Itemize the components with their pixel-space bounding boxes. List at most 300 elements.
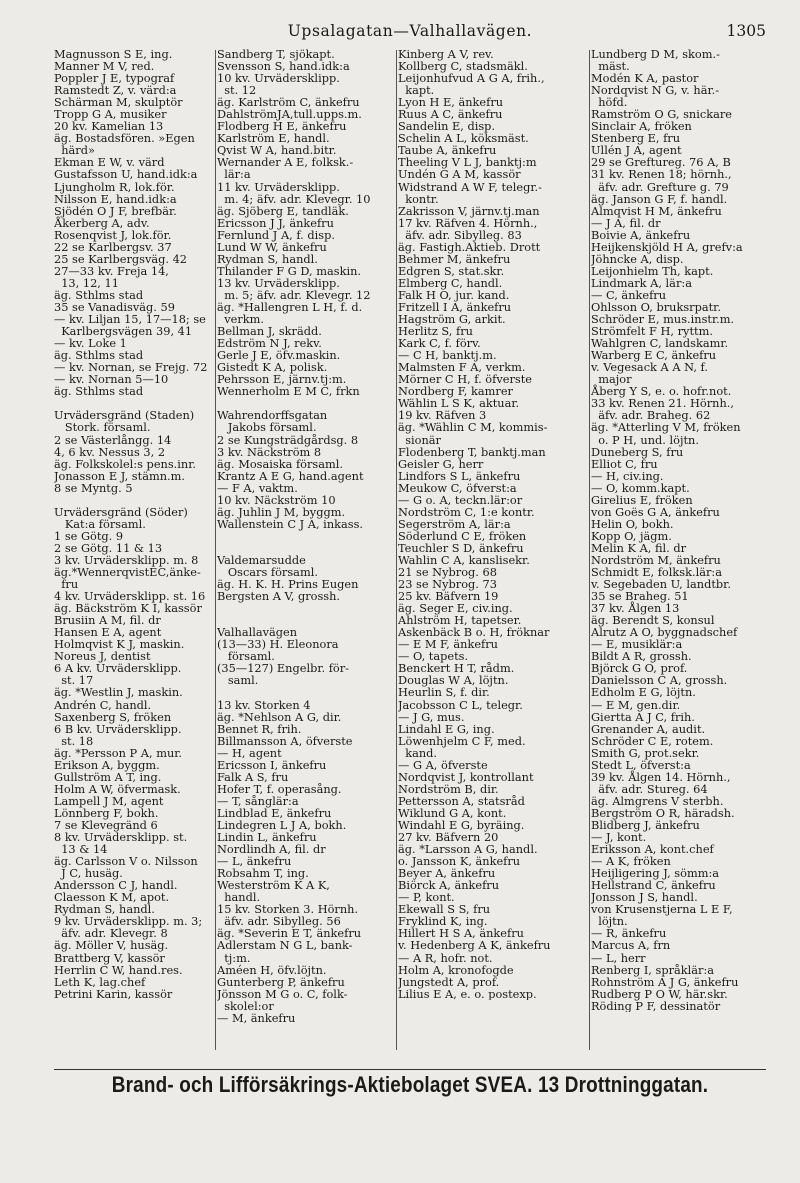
directory-entry: 25 kv. Bäfvern 19 bbox=[398, 589, 499, 604]
directory-entry: — E, musiklär:a bbox=[591, 637, 683, 652]
directory-entry: Jöhncke A, disp. bbox=[591, 251, 684, 266]
page-header bbox=[54, 20, 766, 46]
directory-entry: (13—33) H. Eleonora bbox=[217, 637, 339, 652]
directory-entry: DahlströmJA,tull.upps.m. bbox=[217, 107, 362, 122]
directory-entry: äg. Sjöberg E, tandläk. bbox=[217, 203, 349, 218]
directory-entry: 17 kv. Räfven 4. Hörnh., bbox=[398, 215, 538, 230]
directory-entry: Giertta A J C, frih. bbox=[591, 709, 695, 724]
directory-entry: äg. Möller V, husäg. bbox=[54, 938, 169, 953]
directory-entry: (35—127) Engelbr. för- bbox=[217, 661, 350, 676]
directory-entry: Erikson A, byggm. bbox=[54, 757, 160, 772]
directory-entry: Elmberg C, handl. bbox=[398, 275, 503, 290]
directory-entry: Rosenqvist J, lok.för. bbox=[54, 227, 172, 242]
directory-entry: Douglas W A, löjtn. bbox=[398, 673, 509, 688]
directory-entry: Danielsson C A, grossh. bbox=[591, 673, 728, 688]
directory-entry: — kv. Nornan, se Frejg. 72 bbox=[54, 360, 208, 375]
directory-entry: Gullström A T, ing. bbox=[54, 769, 162, 784]
directory-entry: Jacobsson C L, telegr. bbox=[398, 697, 523, 712]
directory-entry: Duneberg S, fru bbox=[591, 444, 684, 459]
directory-entry: Modén K A, pastor bbox=[591, 71, 699, 86]
directory-entry: Leijonhielm Th, kapt. bbox=[591, 263, 714, 278]
directory-entry: Åberg Y S, e. o. hofr.not. bbox=[591, 384, 732, 399]
directory-entry: Lund W W, änkefru bbox=[217, 239, 327, 254]
directory-entry: — L, änkefru bbox=[217, 854, 292, 869]
directory-entry: Röding P F, dessinatör bbox=[591, 998, 721, 1012]
directory-entry: skolel:or bbox=[217, 998, 274, 1013]
directory-entry: Jakobs församl. bbox=[217, 420, 317, 435]
directory-entry: v. Vegesack A A N, f. bbox=[591, 360, 708, 375]
directory-entry: församl. bbox=[217, 649, 275, 664]
directory-entry: Alrutz A O, byggnadschef bbox=[591, 625, 738, 640]
directory-entry: äg. *Severin E T, änkefru bbox=[217, 926, 362, 941]
directory-entry bbox=[54, 494, 214, 506]
directory-entry: — A R, hofr. not. bbox=[398, 950, 493, 965]
directory-entry: Gustafsson U, hand.idk:a bbox=[54, 167, 198, 182]
directory-entry: äg. Carlsson V o. Nilsson bbox=[54, 854, 198, 869]
directory-entry: Hellstrand C, änkefru bbox=[591, 878, 716, 893]
directory-entry: äg. Juhlin J M, byggm. bbox=[217, 504, 346, 519]
directory-entry: 13 kv. Urvädersklipp. bbox=[217, 275, 340, 290]
directory-entry: Fernlund J A, f. disp. bbox=[217, 227, 335, 242]
directory-entry bbox=[217, 602, 395, 614]
directory-entry: o. Jansson K, änkefru bbox=[398, 854, 521, 869]
directory-entry: Adlerstam N G L, bank- bbox=[217, 938, 353, 953]
directory-entry: Ullén J A, agent bbox=[591, 143, 682, 158]
directory-entry: äg. Bostadsfören. »Egen bbox=[54, 131, 195, 146]
directory-entry: äg. *Larsson A G, handl. bbox=[398, 842, 538, 857]
directory-entry: Urvädersgränd (Söder) bbox=[54, 504, 188, 519]
directory-entry: Lyon H E, änkefru bbox=[398, 95, 504, 110]
directory-entry: 4 kv. Urvädersklipp. st. 16 bbox=[54, 589, 206, 604]
directory-entry bbox=[217, 530, 395, 542]
directory-entry: Lindahl E G, ing. bbox=[398, 721, 495, 736]
directory-entry: Ramström O G, snickare bbox=[591, 107, 732, 122]
directory-entry: 7 se Klevegränd 6 bbox=[54, 818, 158, 832]
directory-entry: Kollberg C, stadsmäkl. bbox=[398, 59, 528, 74]
directory-entry: Ericsson I, änkefru bbox=[217, 757, 327, 772]
directory-entry: Nordström C, 1:e kontr. bbox=[398, 504, 535, 519]
directory-entry: Lindmark A, lär:a bbox=[591, 275, 692, 290]
directory-entry: Zakrisson V, järnv.tj.man bbox=[398, 203, 540, 218]
directory-entry: äg. *Nehlson A G, dir. bbox=[217, 709, 342, 724]
directory-entry: Claesson K M, apot. bbox=[54, 890, 170, 905]
directory-entry: Nordqvist J, kontrollant bbox=[398, 769, 534, 784]
directory-entry: 13 & 14 bbox=[54, 842, 108, 857]
directory-entry: Elliot C, fru bbox=[591, 456, 658, 471]
directory-entry: äg. Seger E, civ.ing. bbox=[398, 601, 513, 616]
directory-entry bbox=[217, 686, 395, 698]
directory-entry: 33 kv. Renen 21. Hörnh., bbox=[591, 396, 734, 411]
directory-entry: Beyer A, änkefru bbox=[398, 866, 496, 881]
directory-entry: Ekman E W, v. värd bbox=[54, 155, 165, 170]
directory-entry: Almqvist H M, änkefru bbox=[591, 203, 722, 218]
directory-entry: von Goës G A, änkefru bbox=[591, 504, 720, 519]
directory-entry: äg. Berendt S, konsul bbox=[591, 613, 715, 628]
directory-entry: äfv. adr. Stureg. 64 bbox=[591, 781, 708, 796]
directory-entry: Strömfelt F H, ryttm. bbox=[591, 324, 713, 339]
directory-entry: Nordqvist N G, v. här.- bbox=[591, 83, 720, 98]
directory-entry: Åkerberg A, adv. bbox=[54, 215, 150, 230]
directory-entry: Edholm E G, löjtn. bbox=[591, 685, 696, 700]
directory-entry: Falk H O, jur. kand. bbox=[398, 287, 510, 302]
directory-entry: Warberg E C, änkefru bbox=[591, 348, 717, 363]
column-divider bbox=[215, 50, 216, 1050]
directory-entry: Flodberg H E, änkefru bbox=[217, 119, 347, 134]
directory-entry: Heijkenskjöld H A, grefv:a bbox=[591, 239, 743, 254]
directory-entry: Fritzell I A, änkefru bbox=[398, 299, 512, 314]
directory-entry: Wahlin C A, kanslisekr. bbox=[398, 552, 530, 567]
directory-entry: 15 kv. Storken 3. Hörnh. bbox=[217, 902, 359, 917]
directory-entry: m. 4; äfv. adr. Klevegr. 10 bbox=[217, 191, 371, 206]
directory-entry: kontr. bbox=[398, 191, 439, 206]
directory-entry: — J A, fil. dr bbox=[591, 215, 661, 230]
directory-entry: Askenbäck B o. H, fröknar bbox=[398, 625, 550, 640]
directory-entry: — G o. A, teckn.lär:or bbox=[398, 492, 523, 507]
directory-entry: Pehrsson E, järnv.tj:m. bbox=[217, 372, 347, 387]
directory-entry: Ericsson J J, änkefru bbox=[217, 215, 334, 230]
directory-entry: 8 kv. Urvädersklipp. st. bbox=[54, 830, 188, 845]
directory-entry: Marcus A, frn bbox=[591, 938, 671, 953]
directory-entry: Hansen E A, agent bbox=[54, 625, 162, 640]
page-title: Upsalagatan—Valhallavägen. bbox=[287, 22, 533, 40]
directory-entry: Ruus A C, änkefru bbox=[398, 107, 503, 122]
directory-entry: äg. Folkskolel:s pens.inr. bbox=[54, 456, 196, 471]
directory-entry: Améen H, öfv.löjtn. bbox=[217, 962, 327, 977]
directory-entry: v. Segebaden U, landtbr. bbox=[591, 577, 731, 592]
directory-entry: Jönsson M G o. C, folk- bbox=[217, 986, 348, 1001]
directory-entry: Wahrendorffsgatan bbox=[217, 408, 328, 423]
directory-entry: Ekewall S S, fru bbox=[398, 902, 491, 917]
directory-entry: äg.*WennerqvistEC,änke- bbox=[54, 565, 201, 580]
directory-entry: Brattberg V, kassör bbox=[54, 950, 165, 965]
directory-entry: 27 kv. Bäfvern 20 bbox=[398, 830, 499, 845]
directory-entry: Renberg I, språklär:a bbox=[591, 962, 715, 977]
directory-entry: äg. Janson G F, f. handl. bbox=[591, 191, 728, 206]
directory-entry: Ohlsson O, bruksrpatr. bbox=[591, 299, 721, 314]
directory-entry: Kat:a församl. bbox=[54, 516, 146, 531]
directory-entry: — M, änkefru bbox=[217, 1010, 296, 1024]
directory-entry: Sinclair A, fröken bbox=[591, 119, 692, 134]
directory-entry: Herlitz S, fru bbox=[398, 324, 473, 339]
directory-entry: Meukow C, öfverst:a bbox=[398, 480, 517, 495]
directory-entry: Poppler J E, typograf bbox=[54, 71, 175, 86]
directory-entry: äg. Sthlms stad bbox=[54, 384, 144, 399]
directory-entry: 21 se Nybrog. 68 bbox=[398, 565, 497, 580]
directory-entry: kand. bbox=[398, 745, 438, 760]
directory-entry: Holm A W, öfvermask. bbox=[54, 781, 181, 796]
directory-entry: Herrlin C W, hand.res. bbox=[54, 962, 183, 977]
directory-entry: Petrini Karin, kassör bbox=[54, 986, 173, 1000]
directory-entry: Svensson S, hand.idk:a bbox=[217, 59, 350, 74]
advertisement-text: Brand- och Lifförsäkrings-Aktiebolaget SVEA. 13 Drottninggatan. bbox=[111, 1072, 709, 1097]
directory-entry: Girelius E, fröken bbox=[591, 492, 693, 507]
directory-entry: Jungstedt A, prof. bbox=[398, 974, 500, 989]
directory-entry: 23 se Nybrog. 73 bbox=[398, 577, 497, 592]
directory-entry: — H, agent bbox=[217, 745, 282, 760]
directory-entry: — C, änkefru bbox=[591, 287, 667, 302]
directory-entry: Lilius E A, e. o. postexp. bbox=[398, 986, 537, 1000]
directory-entry: Boivie A, änkefru bbox=[591, 227, 691, 242]
directory-entry: handl. bbox=[217, 890, 261, 905]
directory-entry: st. 17 bbox=[54, 673, 94, 688]
directory-entry: 37 kv. Ålgen 13 bbox=[591, 601, 680, 616]
column-divider bbox=[589, 50, 590, 1050]
directory-entry: Widstrand A W F, telegr.- bbox=[398, 179, 542, 194]
directory-entry: 10 kv. Näckström 10 bbox=[217, 492, 336, 507]
directory-entry: 20 kv. Kamelian 13 bbox=[54, 119, 164, 134]
directory-entry: Brusiin A M, fil. dr bbox=[54, 613, 161, 628]
directory-entry: Jonasson E J, stämn.m. bbox=[54, 468, 185, 483]
directory-entry: Hofer T, f. operasång. bbox=[217, 781, 342, 796]
directory-entry: Jonsson J S, handl. bbox=[591, 890, 698, 905]
directory-entry: major bbox=[591, 372, 632, 387]
directory-entry: Löwenhjelm C F, med. bbox=[398, 733, 526, 748]
directory-entry: Wallenstein C J A, inkass. bbox=[217, 516, 364, 531]
directory-entry: Oscars församl. bbox=[217, 565, 318, 580]
directory-entry: Windahl E G, byräing. bbox=[398, 818, 525, 832]
directory-entry: Bildt A R, grossh. bbox=[591, 649, 692, 664]
directory-entry: o. P H, und. löjtn. bbox=[591, 432, 699, 447]
directory-entry: Smith G, prot.sekr. bbox=[591, 745, 700, 760]
directory-entry: kapt. bbox=[398, 83, 435, 98]
directory-entry: Kopp O, jägm. bbox=[591, 528, 672, 543]
directory-entry: Wennerholm E M C, frkn bbox=[217, 384, 360, 399]
directory-entry: Lundberg D M, skom.- bbox=[591, 48, 720, 61]
directory-entry: Noreus J, dentist bbox=[54, 649, 151, 664]
directory-entry: Teuchler S D, änkefru bbox=[398, 540, 524, 555]
directory-entry: lär:a bbox=[217, 167, 251, 182]
directory-entry: Kark C, f. förv. bbox=[398, 336, 481, 351]
directory-entry: äfv. adr. Klevegr. 8 bbox=[54, 926, 168, 941]
directory-entry: Mörner C H, f. öfverste bbox=[398, 372, 532, 387]
directory-entry: Söderlund C E, fröken bbox=[398, 528, 527, 543]
directory-entry: 13, 12, 11 bbox=[54, 275, 119, 290]
directory-entry: Falk A S, fru bbox=[217, 769, 289, 784]
directory-entry: Hagström G, arkit. bbox=[398, 312, 506, 327]
directory-entry: Björck G O, prof. bbox=[591, 661, 688, 676]
directory-entry: Nilsson E, hand.idk:a bbox=[54, 191, 177, 206]
directory-entry: J C, husäg. bbox=[54, 866, 123, 881]
directory-columns bbox=[54, 48, 771, 1068]
directory-entry: Sjödén O J F, brefbär. bbox=[54, 203, 177, 218]
directory-entry: äfv. adr. Braheg. 62 bbox=[591, 408, 711, 423]
directory-entry: mäst. bbox=[591, 59, 630, 74]
directory-entry: Tropp G A, musiker bbox=[54, 107, 167, 122]
directory-entry: Schmidt E, folksk.lär:a bbox=[591, 565, 722, 580]
directory-entry: Schröder C E, rotem. bbox=[591, 733, 714, 748]
directory-entry: — kv. Nornan 5—10 bbox=[54, 372, 169, 387]
directory-entry: v. Hedenberg A K, änkefru bbox=[398, 938, 551, 953]
directory-entry: äg. *Wählin C M, kommis- bbox=[398, 420, 548, 435]
directory-entry: — T, sånglär:a bbox=[217, 793, 299, 808]
directory-entry: 35 se Braheg. 51 bbox=[591, 589, 689, 604]
directory-entry: härd» bbox=[54, 143, 95, 158]
directory-entry: Lönnberg F, bokh. bbox=[54, 805, 159, 820]
directory-entry: — C H, banktj.m. bbox=[398, 348, 497, 363]
directory-entry: Segerström A, lär:a bbox=[398, 516, 511, 531]
directory-entry: st. 12 bbox=[217, 83, 257, 98]
directory-entry: Wernander A E, folksk.- bbox=[217, 155, 354, 170]
directory-entry: Leth K, lag.chef bbox=[54, 974, 146, 989]
directory-entry: Theeling V L J, banktj:m bbox=[398, 155, 537, 170]
directory-entry: äg. *Westlin J, maskin. bbox=[54, 685, 183, 700]
directory-entry: Ljungholm R, lok.för. bbox=[54, 179, 175, 194]
directory-entry: höfd. bbox=[591, 95, 628, 110]
directory-entry: — A K, fröken bbox=[591, 854, 671, 869]
directory-entry: Wiklund G A, kont. bbox=[398, 805, 507, 820]
directory-entry: Sandberg T, sjökapt. bbox=[217, 48, 335, 61]
directory-entry: Stork. församl. bbox=[54, 420, 151, 435]
directory-entry: — O, tapets. bbox=[398, 649, 469, 664]
directory-entry: äg. Sthlms stad bbox=[54, 348, 144, 363]
directory-entry: 1 se Götg. 9 bbox=[54, 528, 124, 543]
directory-entry: Urvädersgränd (Staden) bbox=[54, 408, 195, 423]
directory-entry: äg. Fastigh.Aktieb. Drott bbox=[398, 239, 541, 254]
directory-entry: Malmsten F A, verkm. bbox=[398, 360, 526, 375]
directory-entry: Magnusson S E, ing. bbox=[54, 48, 173, 61]
directory-entry: — P, kont. bbox=[398, 890, 455, 905]
directory-entry: st. 18 bbox=[54, 733, 94, 748]
directory-entry: Rydman S, handl. bbox=[217, 251, 318, 266]
directory-entry: äfv. adr. Sibylleg. 83 bbox=[398, 227, 522, 242]
directory-entry: — E M, gen.dir. bbox=[591, 697, 681, 712]
column-4 bbox=[591, 48, 773, 1012]
directory-entry: saml. bbox=[217, 673, 259, 688]
directory-entry: 29 se Greftureg. 76 A, B bbox=[591, 155, 731, 170]
directory-entry: Bergsten A V, grossh. bbox=[217, 589, 341, 604]
directory-entry: Schärman M, skulptör bbox=[54, 95, 183, 110]
directory-entry: Hillert H S A, änkefru bbox=[398, 926, 524, 941]
directory-entry: fru bbox=[54, 577, 79, 592]
directory-entry: tj:m. bbox=[217, 950, 251, 965]
directory-entry: Bergström O R, häradsh. bbox=[591, 805, 735, 820]
directory-entry: äg. Mosaiska församl. bbox=[217, 456, 343, 471]
directory-entry: 3 kv. Näckström 8 bbox=[217, 444, 322, 459]
directory-entry: — kv. Loke 1 bbox=[54, 336, 127, 351]
directory-entry: Geisler G, herr bbox=[398, 456, 484, 471]
directory-entry: Gistedt K A, polisk. bbox=[217, 360, 328, 375]
directory-entry: Heijligering J, sömm:a bbox=[591, 866, 720, 881]
directory-entry: sionär bbox=[398, 432, 441, 447]
directory-entry: Bennet R, frih. bbox=[217, 721, 302, 736]
directory-entry: Lindin L, änkefru bbox=[217, 830, 317, 845]
directory-entry: äfv. adr. Sibylleg. 56 bbox=[217, 914, 341, 929]
directory-entry: Holmqvist K J, maskin. bbox=[54, 637, 185, 652]
directory-entry: Kinberg A V, rev. bbox=[398, 48, 494, 61]
directory-entry: 10 kv. Urvädersklipp. bbox=[217, 71, 340, 86]
directory-entry: löjtn. bbox=[591, 914, 628, 929]
directory-entry: Krantz A E G, hand.agent bbox=[217, 468, 364, 483]
directory-entry: Rudberg P O W, här.skr. bbox=[591, 986, 728, 1001]
directory-entry: Leijonhufvud A G A, frih., bbox=[398, 71, 545, 86]
directory-entry: Edström N J, rekv. bbox=[217, 336, 322, 351]
column-divider bbox=[396, 50, 397, 1050]
directory-entry: Saxenberg S, fröken bbox=[54, 709, 172, 724]
directory-entry: Flodenberg T, banktj.man bbox=[398, 444, 546, 459]
directory-entry: Biörck A, änkefru bbox=[398, 878, 500, 893]
directory-entry: äg. Karlström C, änkefru bbox=[217, 95, 360, 110]
directory-entry: 19 kv. Räfven 3 bbox=[398, 408, 487, 423]
directory-entry: Andersson C J, handl. bbox=[54, 878, 178, 893]
directory-entry: Behmer M, änkefru bbox=[398, 251, 511, 266]
directory-entry: Andrén C, handl. bbox=[54, 697, 152, 712]
directory-entry: Qvist W A, hand.bitr. bbox=[217, 143, 337, 158]
directory-entry: Bellman J, skrädd. bbox=[217, 324, 322, 339]
directory-entry: 9 kv. Urvädersklipp. m. 3; bbox=[54, 914, 203, 929]
column-1 bbox=[54, 48, 214, 1000]
directory-entry: Ramstedt Z, v. värd:a bbox=[54, 83, 177, 98]
column-3 bbox=[398, 48, 588, 1000]
directory-entry: Rydman S, handl. bbox=[54, 902, 155, 917]
directory-entry: 2 se Västerlångg. 14 bbox=[54, 432, 172, 447]
directory-entry: Edgren S, stat.skr. bbox=[398, 263, 505, 278]
directory-entry: Stedt L, öfverst:a bbox=[591, 757, 691, 772]
directory-entry: 35 se Vanadisväg. 59 bbox=[54, 299, 175, 314]
directory-entry: Gunterberg P, änkefru bbox=[217, 974, 345, 989]
directory-entry: Melin K A, fil. dr bbox=[591, 540, 687, 555]
directory-entry: Blidberg J, änkefru bbox=[591, 818, 700, 832]
footer-advertisement bbox=[54, 1069, 766, 1108]
directory-entry: 8 se Myntg. 5 bbox=[54, 480, 133, 495]
directory-entry: Holm A, kronofogde bbox=[398, 962, 514, 977]
directory-entry: Wählin L S K, aktuar. bbox=[398, 396, 520, 411]
directory-entry: Stenberg E, fru bbox=[591, 131, 681, 146]
directory-entry: 2 se Kungsträdgårdsg. 8 bbox=[217, 432, 359, 447]
directory-entry: 22 se Karlbergsv. 37 bbox=[54, 239, 172, 254]
directory-entry: Westerström K A K, bbox=[217, 878, 330, 893]
directory-entry: — J, kont. bbox=[591, 830, 647, 845]
directory-entry: Undén G A M, kassör bbox=[398, 167, 521, 182]
directory-entry: m. 5; äfv. adr. Klevegr. 12 bbox=[217, 287, 371, 302]
directory-entry: Helin O, bokh. bbox=[591, 516, 674, 531]
directory-entry: äfv. adr. Grefture g. 79 bbox=[591, 179, 729, 194]
directory-entry: — G A, öfverste bbox=[398, 757, 488, 772]
directory-entry: Schelin A L, köksmäst. bbox=[398, 131, 529, 146]
directory-entry: Billmansson A, öfverste bbox=[217, 733, 353, 748]
directory-entry: Thilander F G D, maskin. bbox=[217, 263, 362, 278]
column-2 bbox=[217, 48, 395, 1024]
directory-entry: Lindblad E, änkefru bbox=[217, 805, 332, 820]
directory-entry: Sandelin E, disp. bbox=[398, 119, 496, 134]
directory-entry: Benckert H T, rådm. bbox=[398, 661, 515, 676]
directory-entry: äg. Sthlms stad bbox=[54, 287, 144, 302]
directory-entry: 13 kv. Storken 4 bbox=[217, 697, 311, 712]
directory-entry: äg. Bäckström K I, kassör bbox=[54, 601, 202, 616]
directory-entry: — J G, mus. bbox=[398, 709, 465, 724]
directory-entry: Manner M V, red. bbox=[54, 59, 155, 74]
directory-entry: — F A, vaktm. bbox=[217, 480, 298, 495]
directory-entry: — O, komm.kapt. bbox=[591, 480, 690, 495]
directory-entry: — R, änkefru bbox=[591, 926, 667, 941]
directory-entry: — kv. Liljan 15, 17—18; se bbox=[54, 312, 206, 327]
directory-entry: verkm. bbox=[217, 312, 264, 327]
directory-entry: 3 kv. Urvädersklipp. m. 8 bbox=[54, 552, 199, 567]
directory-entry: — E M F, änkefru bbox=[398, 637, 498, 652]
directory-entry: Lindegren L J A, bokh. bbox=[217, 818, 347, 832]
directory-entry: Valdemarsudde bbox=[217, 552, 306, 567]
page-number: 1305 bbox=[726, 22, 766, 40]
directory-entry: 11 kv. Urvädersklipp. bbox=[217, 179, 340, 194]
directory-entry: äg. *Hallengren L H, f. d. bbox=[217, 299, 363, 314]
directory-entry: Ahlström H, tapetser. bbox=[398, 613, 522, 628]
directory-entry: 39 kv. Ålgen 14. Hörnh., bbox=[591, 769, 731, 784]
directory-entry: Schröder E, mus.instr.m. bbox=[591, 312, 735, 327]
directory-entry: Lampell J M, agent bbox=[54, 793, 164, 808]
directory-entry: Lindfors S L, änkefru bbox=[398, 468, 521, 483]
directory-entry: Gerle J E, öfv.maskin. bbox=[217, 348, 341, 363]
directory-entry: Valhallavägen bbox=[217, 625, 298, 640]
directory-entry: äg. *Atterling V M, fröken bbox=[591, 420, 741, 435]
